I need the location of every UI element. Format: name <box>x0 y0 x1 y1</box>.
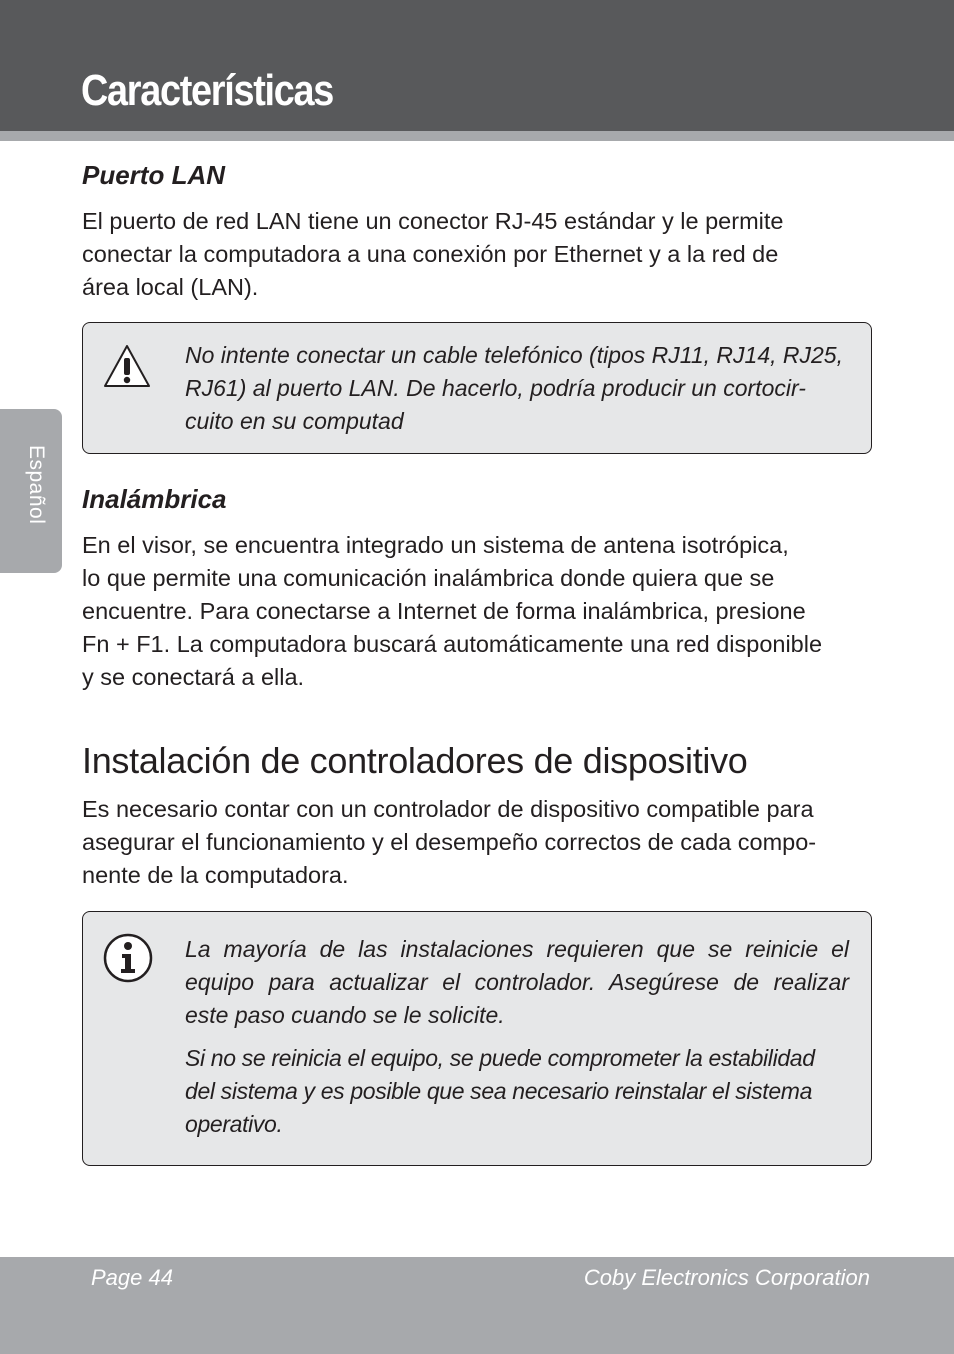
info-note <box>82 911 872 1166</box>
warning-line: cuito en su computad <box>185 408 404 434</box>
wireless-line: lo que permite una comunicación inalámbrica donde quiera que se <box>82 565 775 591</box>
drivers-line: Es necesario contar con un controlador de dispositivo compatible para <box>82 796 814 822</box>
info-line: operativo. <box>185 1111 283 1137</box>
wireless-line: y se conectará a ella. <box>82 664 305 690</box>
drivers-line: asegurar el funcionamiento y el desempeño correctos de cada compo- <box>82 829 817 855</box>
language-tab-label: Español <box>25 445 48 525</box>
language-tab <box>0 409 62 573</box>
warning-line: RJ61) al puerto LAN. De hacerlo, podría producir un cortocir- <box>185 375 806 401</box>
wireless-line: encuentre. Para conectarse a Internet de forma inalámbrica, presione <box>82 598 806 624</box>
page-footer <box>0 1257 954 1354</box>
wireless-heading: Inalámbrica <box>82 484 227 514</box>
drivers-line: nente de la computadora. <box>82 862 349 888</box>
wireless-line: En el visor, se encuentra integrado un sistema de antena isotrópica, <box>82 532 789 558</box>
warning-line: No intente conectar un cable telefónico (tipos RJ11, RJ14, RJ25, <box>185 342 843 368</box>
warning-triangle-icon <box>102 343 152 389</box>
drivers-heading: Instalación de controladores de dispositivo <box>82 740 748 781</box>
info-icon <box>102 932 154 984</box>
info-line: equipo para actualizar el controlador. Asegúrese de realizar <box>185 969 849 995</box>
info-line: este paso cuando se le solicite. <box>185 1002 505 1028</box>
lan-line: El puerto de red LAN tiene un conector RJ-45 estándar y le permite <box>82 208 784 234</box>
info-line: Si no se reinicia el equipo, se puede comprometer la estabilidad <box>185 1045 815 1071</box>
warning-note <box>82 322 872 454</box>
header-divider <box>0 131 954 141</box>
lan-line: área local (LAN). <box>82 274 259 300</box>
page-title: Características <box>81 66 334 115</box>
page-number: Page 44 <box>91 1265 173 1290</box>
info-text <box>185 933 849 1141</box>
warning-text <box>185 339 849 438</box>
lan-heading: Puerto LAN <box>82 160 225 190</box>
lan-line: conectar la computadora a una conexión por Ethernet y a la red de <box>82 241 779 267</box>
info-line: del sistema y es posible que sea necesario reinstalar el sistema <box>185 1078 813 1104</box>
page-header <box>0 0 954 131</box>
lan-paragraph <box>82 205 872 304</box>
drivers-paragraph <box>82 793 872 892</box>
wireless-paragraph <box>82 529 872 694</box>
wireless-line: Fn + F1. La computadora buscará automáticamente una red disponible <box>82 631 823 657</box>
info-line: La mayoría de las instalaciones requieren que se reinicie el <box>185 936 849 962</box>
company-name: Coby Electronics Corporation <box>583 1265 870 1290</box>
